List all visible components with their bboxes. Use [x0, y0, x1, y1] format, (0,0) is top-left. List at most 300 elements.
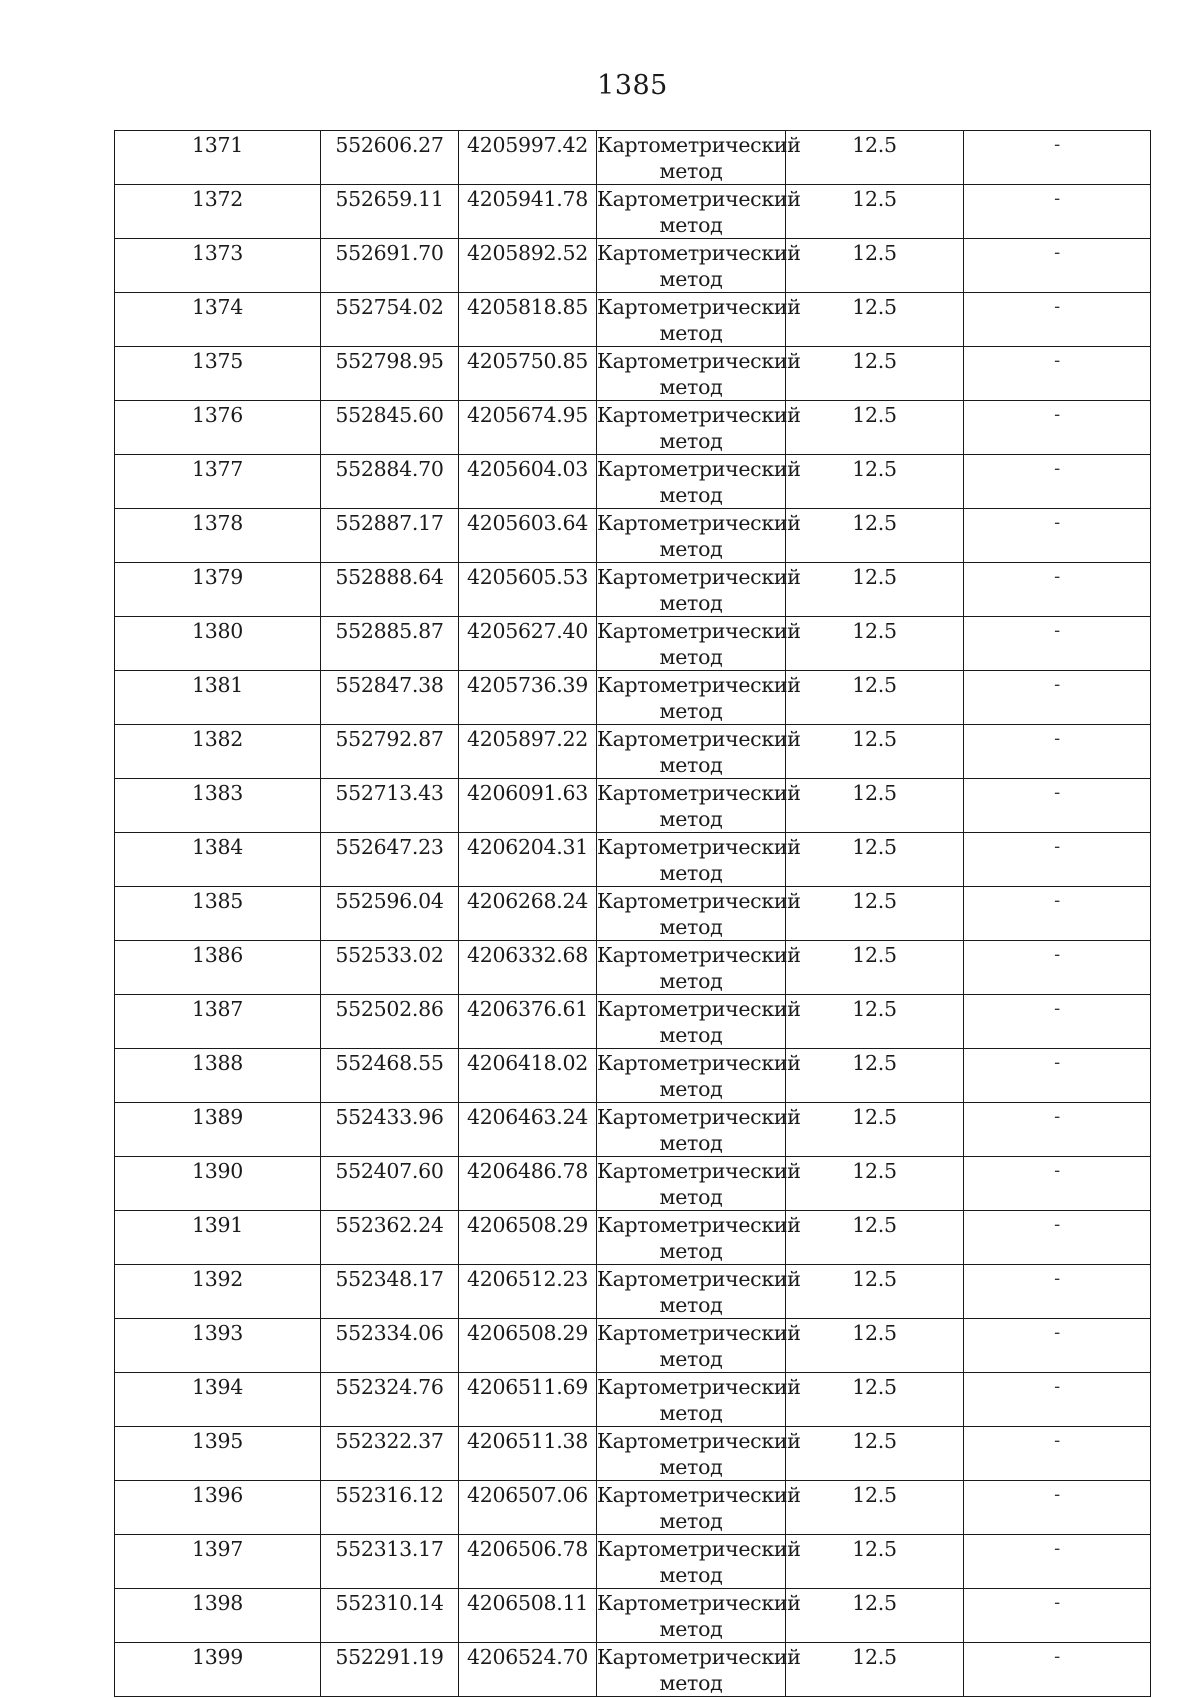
x-coordinate-cell	[321, 995, 459, 1049]
point-number-cell-text: 1393	[192, 1321, 243, 1345]
note-cell-text: -	[1054, 1160, 1060, 1181]
method-cell-text: Картометрический метод	[597, 187, 801, 237]
table-row	[115, 1535, 1151, 1589]
method-cell-text: Картометрический метод	[597, 133, 801, 183]
y-coordinate-cell-text: 4206508.29	[467, 1213, 588, 1237]
point-number-cell-text: 1373	[192, 241, 243, 265]
method-cell-text: Картометрический метод	[597, 1051, 801, 1101]
accuracy-cell-text: 12.5	[852, 727, 897, 751]
accuracy-cell-text: 12.5	[852, 835, 897, 859]
x-coordinate-cell-text: 552322.37	[335, 1429, 444, 1453]
note-cell-text: -	[1054, 350, 1060, 371]
x-coordinate-cell	[321, 671, 459, 725]
y-coordinate-cell-text: 4206524.70	[467, 1645, 588, 1669]
y-coordinate-cell	[459, 1103, 597, 1157]
y-coordinate-cell-text: 4205736.39	[467, 673, 588, 697]
point-number-cell	[115, 887, 321, 941]
x-coordinate-cell-text: 552885.87	[335, 619, 444, 643]
point-number-cell	[115, 1373, 321, 1427]
note-cell-text: -	[1054, 1430, 1060, 1451]
table-row	[115, 239, 1151, 293]
point-number-cell	[115, 941, 321, 995]
x-coordinate-cell	[321, 293, 459, 347]
y-coordinate-cell-text: 4206506.78	[467, 1537, 588, 1561]
accuracy-cell-text: 12.5	[852, 187, 897, 211]
table-row	[115, 995, 1151, 1049]
note-cell	[964, 239, 1151, 293]
note-cell	[964, 1535, 1151, 1589]
point-number-cell	[115, 1427, 321, 1481]
x-coordinate-cell-text: 552502.86	[335, 997, 444, 1021]
y-coordinate-cell-text: 4206511.69	[467, 1375, 588, 1399]
table-row	[115, 185, 1151, 239]
y-coordinate-cell	[459, 1535, 597, 1589]
note-cell	[964, 1481, 1151, 1535]
x-coordinate-cell	[321, 1265, 459, 1319]
y-coordinate-cell-text: 4206508.29	[467, 1321, 588, 1345]
accuracy-cell	[786, 293, 964, 347]
note-cell-text: -	[1054, 998, 1060, 1019]
accuracy-cell	[786, 509, 964, 563]
point-number-cell-text: 1391	[192, 1213, 243, 1237]
note-cell	[964, 1211, 1151, 1265]
method-cell	[597, 509, 801, 563]
x-coordinate-cell	[321, 725, 459, 779]
accuracy-cell-text: 12.5	[852, 781, 897, 805]
note-cell-text: -	[1054, 458, 1060, 479]
point-number-cell	[115, 1319, 321, 1373]
point-number-cell-text: 1375	[192, 349, 243, 373]
x-coordinate-cell	[321, 1643, 459, 1697]
note-cell	[964, 185, 1151, 239]
point-number-cell	[115, 1157, 321, 1211]
x-coordinate-cell	[321, 1319, 459, 1373]
note-cell	[964, 293, 1151, 347]
accuracy-cell	[786, 617, 964, 671]
accuracy-cell-text: 12.5	[852, 943, 897, 967]
x-coordinate-cell-text: 552888.64	[335, 565, 444, 589]
method-cell-text: Картометрический метод	[597, 1159, 801, 1209]
note-cell	[964, 887, 1151, 941]
method-cell-text: Картометрический метод	[597, 1105, 801, 1155]
table-row	[115, 1319, 1151, 1373]
method-cell	[597, 293, 801, 347]
y-coordinate-cell	[459, 1643, 597, 1697]
x-coordinate-cell	[321, 617, 459, 671]
y-coordinate-cell-text: 4205897.22	[467, 727, 588, 751]
note-cell-text: -	[1054, 1538, 1060, 1559]
note-cell-text: -	[1054, 944, 1060, 965]
method-cell-text: Картометрический метод	[597, 889, 801, 939]
note-cell-text: -	[1054, 1268, 1060, 1289]
accuracy-cell	[786, 1211, 964, 1265]
note-cell-text: -	[1054, 188, 1060, 209]
method-cell	[597, 1049, 801, 1103]
y-coordinate-cell-text: 4205605.53	[467, 565, 588, 589]
note-cell	[964, 725, 1151, 779]
y-coordinate-cell-text: 4206507.06	[467, 1483, 588, 1507]
x-coordinate-cell	[321, 1373, 459, 1427]
x-coordinate-cell	[321, 1157, 459, 1211]
table-row	[115, 401, 1151, 455]
point-number-cell	[115, 455, 321, 509]
table-row	[115, 725, 1151, 779]
x-coordinate-cell-text: 552348.17	[335, 1267, 444, 1291]
note-cell	[964, 1427, 1151, 1481]
y-coordinate-cell-text: 4206418.02	[467, 1051, 588, 1075]
note-cell-text: -	[1054, 512, 1060, 533]
accuracy-cell	[786, 779, 964, 833]
y-coordinate-cell	[459, 941, 597, 995]
note-cell	[964, 1643, 1151, 1697]
y-coordinate-cell	[459, 401, 597, 455]
accuracy-cell-text: 12.5	[852, 241, 897, 265]
y-coordinate-cell-text: 4206332.68	[467, 943, 588, 967]
point-number-cell	[115, 725, 321, 779]
table-row	[115, 1103, 1151, 1157]
x-coordinate-cell-text: 552606.27	[335, 133, 444, 157]
x-coordinate-cell	[321, 563, 459, 617]
x-coordinate-cell-text: 552845.60	[335, 403, 444, 427]
y-coordinate-cell	[459, 131, 597, 185]
y-coordinate-cell	[459, 1049, 597, 1103]
x-coordinate-cell-text: 552659.11	[335, 187, 444, 211]
y-coordinate-cell	[459, 1319, 597, 1373]
point-number-cell	[115, 1589, 321, 1643]
method-cell	[597, 1103, 801, 1157]
method-cell-text: Картометрический метод	[597, 241, 801, 291]
x-coordinate-cell	[321, 779, 459, 833]
method-cell	[597, 347, 801, 401]
note-cell-text: -	[1054, 1592, 1060, 1613]
accuracy-cell	[786, 941, 964, 995]
accuracy-cell	[786, 563, 964, 617]
y-coordinate-cell	[459, 239, 597, 293]
y-coordinate-cell-text: 4205627.40	[467, 619, 588, 643]
y-coordinate-cell	[459, 1427, 597, 1481]
method-cell	[597, 185, 801, 239]
method-cell-text: Картометрический метод	[597, 1483, 801, 1533]
method-cell	[597, 1535, 801, 1589]
accuracy-cell	[786, 1265, 964, 1319]
note-cell	[964, 833, 1151, 887]
x-coordinate-cell-text: 552468.55	[335, 1051, 444, 1075]
y-coordinate-cell	[459, 347, 597, 401]
point-number-cell	[115, 995, 321, 1049]
accuracy-cell	[786, 1589, 964, 1643]
x-coordinate-cell-text: 552754.02	[335, 295, 444, 319]
method-cell-text: Картометрический метод	[597, 565, 801, 615]
method-cell	[597, 617, 801, 671]
point-number-cell	[115, 239, 321, 293]
accuracy-cell	[786, 401, 964, 455]
point-number-cell	[115, 509, 321, 563]
note-cell-text: -	[1054, 1106, 1060, 1127]
point-number-cell-text: 1398	[192, 1591, 243, 1615]
x-coordinate-cell-text: 552884.70	[335, 457, 444, 481]
point-number-cell-text: 1389	[192, 1105, 243, 1129]
note-cell-text: -	[1054, 1484, 1060, 1505]
accuracy-cell-text: 12.5	[852, 511, 897, 535]
note-cell-text: -	[1054, 1376, 1060, 1397]
y-coordinate-cell	[459, 833, 597, 887]
point-number-cell-text: 1380	[192, 619, 243, 643]
y-coordinate-cell	[459, 779, 597, 833]
x-coordinate-cell	[321, 941, 459, 995]
y-coordinate-cell	[459, 563, 597, 617]
method-cell	[597, 131, 801, 185]
note-cell	[964, 1049, 1151, 1103]
point-number-cell	[115, 617, 321, 671]
point-number-cell	[115, 1049, 321, 1103]
point-number-cell	[115, 293, 321, 347]
table-row	[115, 1265, 1151, 1319]
method-cell-text: Картометрический метод	[597, 1267, 801, 1317]
point-number-cell	[115, 1535, 321, 1589]
y-coordinate-cell	[459, 617, 597, 671]
x-coordinate-cell-text: 552362.24	[335, 1213, 444, 1237]
x-coordinate-cell-text: 552792.87	[335, 727, 444, 751]
accuracy-cell-text: 12.5	[852, 1105, 897, 1129]
point-number-cell	[115, 833, 321, 887]
point-number-cell-text: 1386	[192, 943, 243, 967]
method-cell	[597, 563, 801, 617]
table-row	[115, 1589, 1151, 1643]
method-cell	[597, 671, 801, 725]
accuracy-cell	[786, 1319, 964, 1373]
point-number-cell	[115, 1103, 321, 1157]
table-row	[115, 941, 1151, 995]
table-row	[115, 293, 1151, 347]
method-cell-text: Картометрический метод	[597, 1537, 801, 1587]
y-coordinate-cell	[459, 671, 597, 725]
note-cell	[964, 347, 1151, 401]
method-cell	[597, 833, 801, 887]
table-row	[115, 509, 1151, 563]
point-number-cell	[115, 1481, 321, 1535]
y-coordinate-cell-text: 4206463.24	[467, 1105, 588, 1129]
y-coordinate-cell	[459, 1373, 597, 1427]
accuracy-cell	[786, 671, 964, 725]
method-cell-text: Картометрический метод	[597, 673, 801, 723]
x-coordinate-cell-text: 552310.14	[335, 1591, 444, 1615]
note-cell	[964, 455, 1151, 509]
accuracy-cell	[786, 1103, 964, 1157]
note-cell	[964, 1373, 1151, 1427]
y-coordinate-cell	[459, 1211, 597, 1265]
accuracy-cell	[786, 725, 964, 779]
y-coordinate-cell-text: 4206511.38	[467, 1429, 588, 1453]
point-number-cell	[115, 779, 321, 833]
method-cell	[597, 941, 801, 995]
table-row	[115, 617, 1151, 671]
x-coordinate-cell-text: 552291.19	[335, 1645, 444, 1669]
point-number-cell-text: 1374	[192, 295, 243, 319]
method-cell	[597, 239, 801, 293]
point-number-cell-text: 1381	[192, 673, 243, 697]
accuracy-cell	[786, 347, 964, 401]
x-coordinate-cell-text: 552691.70	[335, 241, 444, 265]
accuracy-cell	[786, 1427, 964, 1481]
accuracy-cell	[786, 239, 964, 293]
y-coordinate-cell-text: 4206508.11	[467, 1591, 588, 1615]
point-number-cell	[115, 1265, 321, 1319]
accuracy-cell-text: 12.5	[852, 1483, 897, 1507]
note-cell-text: -	[1054, 404, 1060, 425]
x-coordinate-cell	[321, 1103, 459, 1157]
point-number-cell-text: 1384	[192, 835, 243, 859]
accuracy-cell-text: 12.5	[852, 1213, 897, 1237]
x-coordinate-cell	[321, 347, 459, 401]
y-coordinate-cell-text: 4205603.64	[467, 511, 588, 535]
method-cell-text: Картометрический метод	[597, 1321, 801, 1371]
y-coordinate-cell-text: 4206268.24	[467, 889, 588, 913]
accuracy-cell	[786, 131, 964, 185]
method-cell	[597, 779, 801, 833]
accuracy-cell-text: 12.5	[852, 133, 897, 157]
point-number-cell-text: 1383	[192, 781, 243, 805]
y-coordinate-cell	[459, 725, 597, 779]
note-cell	[964, 941, 1151, 995]
note-cell	[964, 509, 1151, 563]
accuracy-cell	[786, 833, 964, 887]
x-coordinate-cell	[321, 239, 459, 293]
point-number-cell-text: 1399	[192, 1645, 243, 1669]
y-coordinate-cell-text: 4205941.78	[467, 187, 588, 211]
accuracy-cell-text: 12.5	[852, 889, 897, 913]
point-number-cell-text: 1394	[192, 1375, 243, 1399]
x-coordinate-cell	[321, 1589, 459, 1643]
note-cell	[964, 1103, 1151, 1157]
point-number-cell	[115, 347, 321, 401]
table-row	[115, 347, 1151, 401]
table-row	[115, 1643, 1151, 1697]
accuracy-cell-text: 12.5	[852, 295, 897, 319]
point-number-cell-text: 1378	[192, 511, 243, 535]
y-coordinate-cell	[459, 1265, 597, 1319]
y-coordinate-cell	[459, 995, 597, 1049]
point-number-cell	[115, 671, 321, 725]
accuracy-cell	[786, 1157, 964, 1211]
table-row	[115, 563, 1151, 617]
method-cell	[597, 1643, 801, 1697]
x-coordinate-cell-text: 552433.96	[335, 1105, 444, 1129]
method-cell-text: Картометрический метод	[597, 511, 801, 561]
point-number-cell-text: 1387	[192, 997, 243, 1021]
accuracy-cell-text: 12.5	[852, 1429, 897, 1453]
y-coordinate-cell	[459, 1481, 597, 1535]
table-row	[115, 1373, 1151, 1427]
note-cell	[964, 563, 1151, 617]
y-coordinate-cell-text: 4205997.42	[467, 133, 588, 157]
point-number-cell-text: 1388	[192, 1051, 243, 1075]
y-coordinate-cell-text: 4206376.61	[467, 997, 588, 1021]
point-number-cell	[115, 131, 321, 185]
method-cell-text: Картометрический метод	[597, 457, 801, 507]
x-coordinate-cell	[321, 455, 459, 509]
table-body	[115, 131, 1151, 1697]
point-number-cell	[115, 1643, 321, 1697]
accuracy-cell	[786, 185, 964, 239]
method-cell-text: Картометрический метод	[597, 1213, 801, 1263]
method-cell-text: Картометрический метод	[597, 727, 801, 777]
note-cell	[964, 1319, 1151, 1373]
note-cell	[964, 779, 1151, 833]
accuracy-cell-text: 12.5	[852, 1591, 897, 1615]
y-coordinate-cell	[459, 293, 597, 347]
x-coordinate-cell	[321, 401, 459, 455]
y-coordinate-cell-text: 4205892.52	[467, 241, 588, 265]
x-coordinate-cell	[321, 1049, 459, 1103]
note-cell-text: -	[1054, 782, 1060, 803]
note-cell	[964, 671, 1151, 725]
accuracy-cell	[786, 887, 964, 941]
method-cell	[597, 1211, 801, 1265]
note-cell-text: -	[1054, 1646, 1060, 1667]
method-cell	[597, 995, 801, 1049]
method-cell	[597, 1373, 801, 1427]
x-coordinate-cell-text: 552887.17	[335, 511, 444, 535]
x-coordinate-cell-text: 552407.60	[335, 1159, 444, 1183]
x-coordinate-cell-text: 552313.17	[335, 1537, 444, 1561]
point-number-cell-text: 1376	[192, 403, 243, 427]
note-cell	[964, 1589, 1151, 1643]
point-number-cell-text: 1379	[192, 565, 243, 589]
note-cell	[964, 617, 1151, 671]
method-cell	[597, 1589, 801, 1643]
x-coordinate-cell	[321, 509, 459, 563]
point-number-cell-text: 1392	[192, 1267, 243, 1291]
note-cell-text: -	[1054, 1322, 1060, 1343]
point-number-cell-text: 1397	[192, 1537, 243, 1561]
point-number-cell-text: 1385	[192, 889, 243, 913]
page-number: 1385	[597, 70, 668, 101]
x-coordinate-cell-text: 552647.23	[335, 835, 444, 859]
x-coordinate-cell	[321, 1481, 459, 1535]
accuracy-cell-text: 12.5	[852, 673, 897, 697]
note-cell-text: -	[1054, 620, 1060, 641]
x-coordinate-cell-text: 552713.43	[335, 781, 444, 805]
method-cell-text: Картометрический метод	[597, 1591, 801, 1641]
accuracy-cell-text: 12.5	[852, 1051, 897, 1075]
method-cell-text: Картометрический метод	[597, 1429, 801, 1479]
y-coordinate-cell	[459, 1589, 597, 1643]
note-cell-text: -	[1054, 674, 1060, 695]
accuracy-cell-text: 12.5	[852, 403, 897, 427]
table-row	[115, 887, 1151, 941]
note-cell-text: -	[1054, 134, 1060, 155]
method-cell-text: Картометрический метод	[597, 295, 801, 345]
point-number-cell-text: 1372	[192, 187, 243, 211]
method-cell	[597, 455, 801, 509]
x-coordinate-cell-text: 552533.02	[335, 943, 444, 967]
y-coordinate-cell-text: 4205818.85	[467, 295, 588, 319]
method-cell	[597, 725, 801, 779]
method-cell	[597, 401, 801, 455]
accuracy-cell	[786, 1049, 964, 1103]
point-number-cell-text: 1382	[192, 727, 243, 751]
accuracy-cell-text: 12.5	[852, 1321, 897, 1345]
point-number-cell-text: 1371	[192, 133, 243, 157]
method-cell-text: Картометрический метод	[597, 403, 801, 453]
note-cell	[964, 1265, 1151, 1319]
note-cell-text: -	[1054, 836, 1060, 857]
point-number-cell-text: 1390	[192, 1159, 243, 1183]
y-coordinate-cell-text: 4205674.95	[467, 403, 588, 427]
point-number-cell	[115, 185, 321, 239]
table-row	[115, 455, 1151, 509]
x-coordinate-cell-text: 552798.95	[335, 349, 444, 373]
